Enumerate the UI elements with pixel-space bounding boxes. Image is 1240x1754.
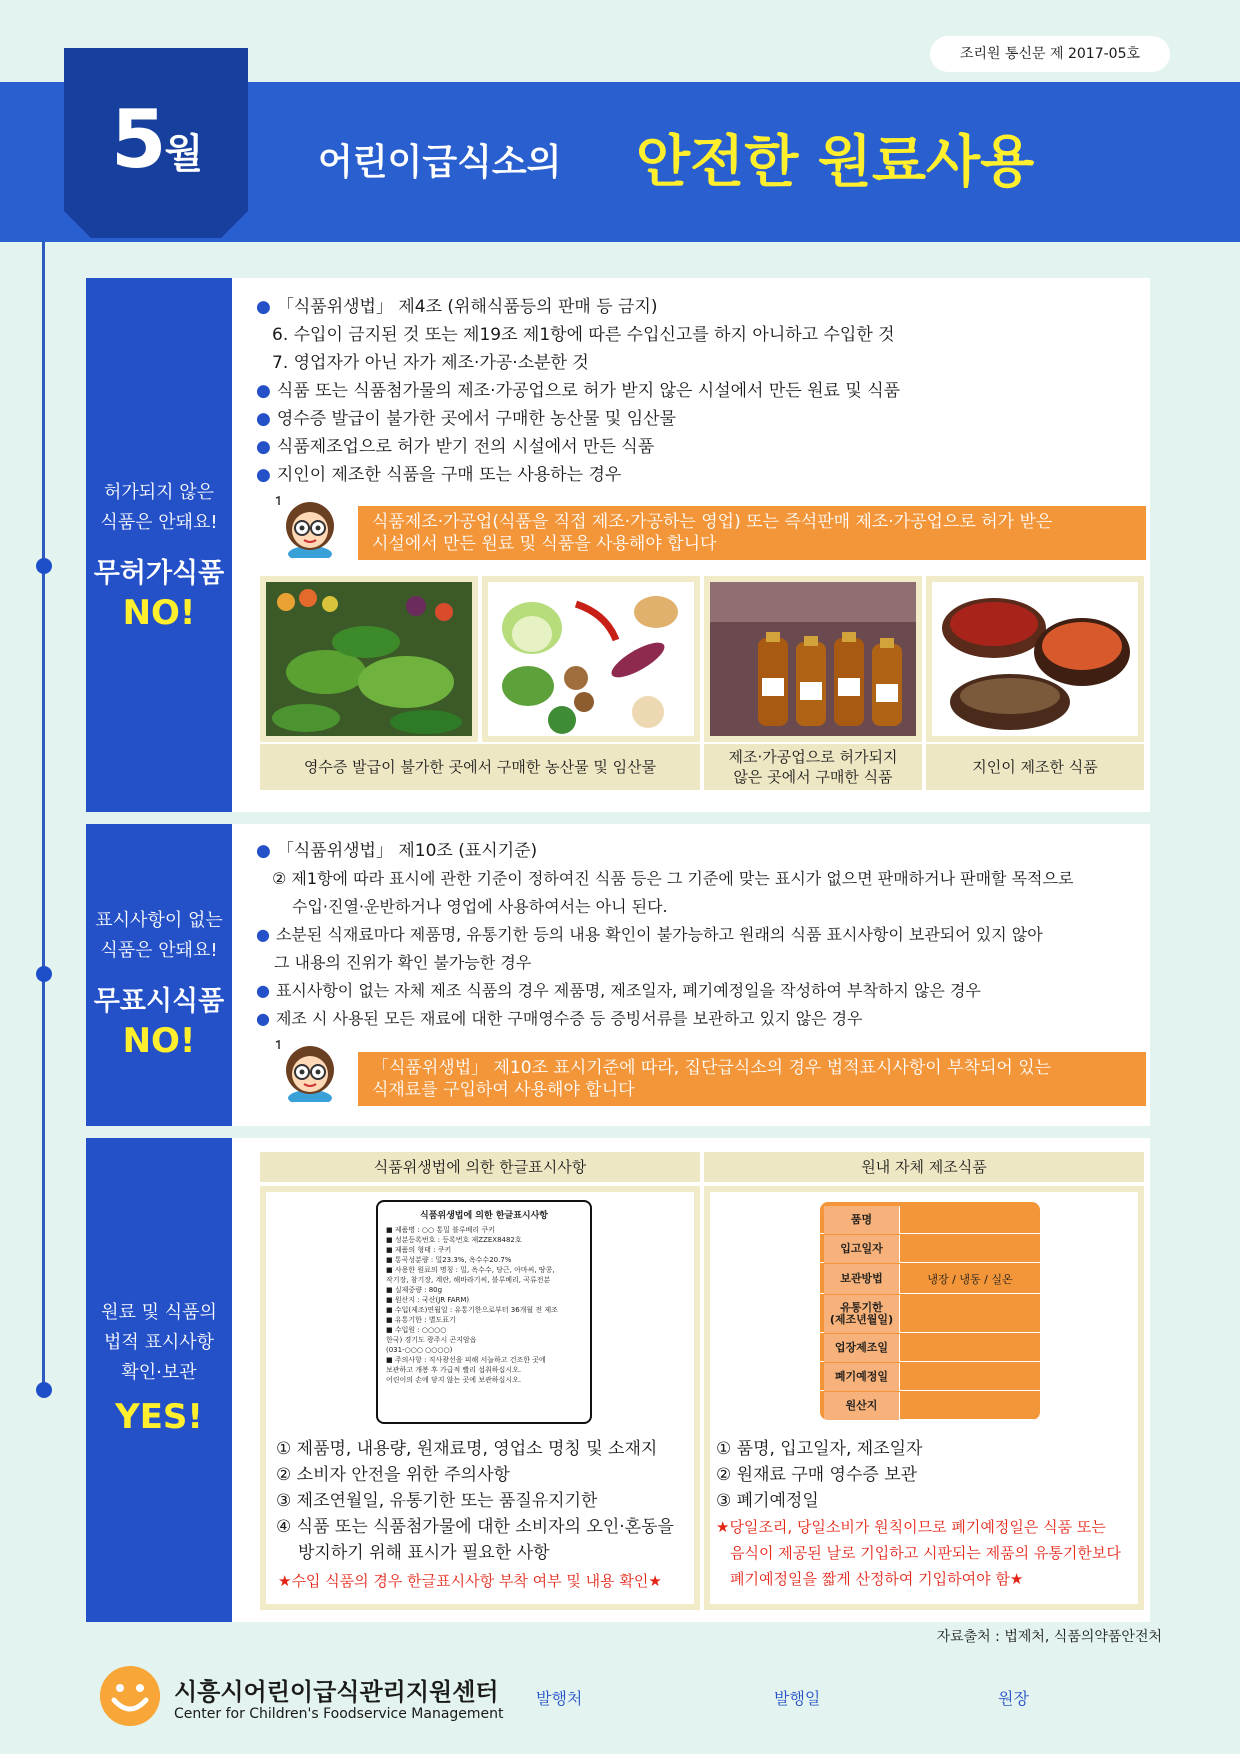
side-sub: 식품은 안돼요! [100, 512, 218, 533]
bullet-line: 식품제조업으로 허가 받기 전의 시설에서 만든 식품 [276, 437, 655, 457]
law-line: 「식품위생법」 제4조 (위해식품등의 판매 등 금지) [276, 297, 658, 317]
list-item: ① 제품명, 내용량, 원재료명, 영업소 명칭 및 소재지 [276, 1439, 658, 1459]
form-field-value [900, 1363, 1040, 1391]
side-sub: 허가되지 않은 [103, 482, 215, 503]
form-row [820, 1235, 1040, 1263]
title-part2: 안전한 원료사용 [636, 130, 1035, 195]
callout-line: 식재료를 구입하여 사용해야 합니다 [372, 1080, 635, 1100]
list-item: ④ 식품 또는 식품첨가물에 대한 소비자의 오인·혼동을 [276, 1517, 674, 1537]
side-yes: YES! [115, 1397, 203, 1437]
form-field-value [900, 1206, 1040, 1234]
bullet-line: 식품 또는 식품첨가물의 제조·가공업으로 허가 받지 않은 시설에서 만든 원료 및 식품 [276, 381, 901, 401]
list-item: ② 원재료 구매 영수증 보관 [716, 1465, 918, 1485]
month-unit: 월 [164, 131, 202, 177]
callout-line: 「식품위생법」 제10조 표시기준에 따라, 집단급식소의 경우 법적표시사항이 부착되어 있는 [372, 1058, 1052, 1078]
form-field-label: 보관방법 [824, 1264, 900, 1294]
photo-caption [704, 744, 922, 790]
column-header: 식품위생법에 의한 한글표시사항 [260, 1152, 700, 1182]
side-no: NO! [122, 1021, 196, 1061]
label-row: 한국) 경기도 광주시 곤지암읍 [386, 1336, 477, 1344]
callout-box [358, 506, 1146, 560]
org-name-en: Center for Children's Foodservice Management [174, 1706, 504, 1722]
label-title: 식품위생법에 의한 한글표시사항 [420, 1211, 548, 1221]
label-row: ■ 수입원 : ○○○○ [386, 1326, 447, 1334]
list-item: 방지하기 위해 표시가 필요한 사항 [298, 1543, 550, 1563]
label-row: ■ 통곡성분량 : 밀23.3%, 옥수수20.7% [386, 1256, 512, 1264]
form-field-label: 업장제조일 [824, 1334, 900, 1362]
food-label-sample [376, 1200, 592, 1424]
unlicensed-products-photo [704, 576, 922, 742]
label-row: ■ 성분등록번호 : 등록번호 제ZZEX8482호 [386, 1236, 522, 1244]
section1-sidebar [86, 278, 232, 812]
form-field-value [900, 1235, 1040, 1263]
label-row: ■ 사용한 원료의 명칭 : 밀, 옥수수, 당근, 아마씨, 땅콩, [386, 1266, 555, 1274]
label-row: ■ 제품명 : ○○ 통밀 블루베리 쿠키 [386, 1226, 495, 1234]
form-row [820, 1334, 1040, 1362]
bullet-line: 지인이 제조한 식품을 구매 또는 사용하는 경우 [276, 465, 622, 485]
month-number: 5 [110, 93, 165, 186]
center-logo-icon [100, 1666, 160, 1726]
law-line: 「식품위생법」 제10조 (표시기준) [276, 841, 538, 861]
bullet-line: 표시사항이 없는 자체 제조 식품의 경우 제품명, 제조일자, 폐기예정일을 작성하여 부착하지 않은 경우 [275, 981, 981, 1000]
produce-photo [482, 576, 700, 742]
photo-caption: 영수증 발급이 불가한 곳에서 구매한 농산물 및 임산물 [260, 744, 700, 790]
homemade-label-form [820, 1202, 1040, 1420]
list-item: ③ 제조연월일, 유통기한 또는 품질유지기한 [276, 1491, 598, 1511]
callout-line: 시설에서 만든 원료 및 식품을 사용해야 합니다 [372, 534, 717, 554]
form-field-label: 폐기예정일 [824, 1363, 900, 1391]
source-note: 자료출처 : 법제처, 식품의약품안전처 [936, 1629, 1162, 1645]
discard-note: 음식이 제공된 날로 기입하고 시판되는 제품의 유통기한보다 [730, 1544, 1121, 1562]
list-item: ③ 폐기예정일 [716, 1491, 819, 1511]
form-field-label: 유통기한 (제조년월일) [824, 1295, 900, 1333]
column-header: 원내 자체 제조식품 [704, 1152, 1144, 1182]
homemade-food-photo [926, 576, 1144, 742]
title-part1: 어린이급식소의 [318, 142, 562, 183]
bullet-line-cont: 그 내용의 진위가 확인 불가능한 경우 [274, 953, 532, 972]
market-vegetables-photo [260, 576, 478, 742]
import-note: ★수입 식품의 경우 한글표시사항 부착 여부 및 내용 확인★ [278, 1572, 662, 1590]
photo-caption: 지인이 제조한 식품 [926, 744, 1144, 790]
director-label: 원장 [998, 1689, 1029, 1708]
label-row: 작기장, 참기장, 계란, 해바라기씨, 블루베리, 곡류전분 [386, 1276, 551, 1284]
side-sub: 표시사항이 없는 [95, 910, 223, 931]
label-row: (031-○○○ ○○○○) [386, 1346, 453, 1354]
label-row: 보관하고 개봉 후 가급적 빨리 섭취하십시오. [386, 1366, 522, 1374]
discard-note: 폐기예정일을 짧게 산정하여 기입하여야 함★ [730, 1570, 1024, 1588]
form-row [820, 1295, 1040, 1333]
law-item: ② 제1항에 따라 표시에 관한 기준이 정하여진 식품 등은 그 기준에 맞는 표시가 없으면 판매하거나 판매할 목적으로 [272, 869, 1074, 888]
timeline-line [42, 242, 45, 1394]
side-no: NO! [122, 593, 196, 633]
form-row [820, 1363, 1040, 1391]
discard-note: ★당일조리, 당일소비가 원칙이므로 폐기예정일은 식품 또는 [716, 1518, 1106, 1536]
form-field-label: 원산지 [824, 1392, 900, 1420]
bullet-line: 소분된 식재료마다 제품명, 유통기한 등의 내용 확인이 불가능하고 원래의 식품 표시사항이 보관되어 있지 않아 [275, 925, 1043, 944]
section2-sidebar [86, 824, 232, 1126]
label-row: 어린이의 손에 닿지 않는 곳에 보관하십시오. [386, 1376, 522, 1384]
label-row: ■ 원산지 : 국산(JR FARM) [386, 1296, 470, 1304]
child-icon [272, 1040, 346, 1102]
law-item: 7. 영업자가 아닌 자가 제조·가공·소분한 것 [272, 353, 589, 373]
label-row: ■ 주의사항 : 직사광선을 피해 서늘하고 건조한 곳에 [386, 1356, 546, 1364]
side-heading: 무허가식품 [93, 558, 225, 589]
month-badge [64, 48, 248, 238]
timeline-dot [36, 1382, 52, 1398]
form-field-value [900, 1295, 1040, 1333]
bullet-line: 영수증 발급이 불가한 곳에서 구매한 농산물 및 임산물 [276, 409, 676, 429]
list-item: ② 소비자 안전을 위한 주의사항 [276, 1465, 510, 1485]
label-row: ■ 수입(제조)연월일 : 유통기한으로부터 36개월 전 제조 [386, 1306, 558, 1314]
bullet-line: 제조 시 사용된 모든 재료에 대한 구매영수증 등 증빙서류를 보관하고 있지 않은 경우 [275, 1009, 863, 1028]
timeline-dot [36, 558, 52, 574]
form-field-label: 입고일자 [824, 1235, 900, 1263]
side-sub: 법적 표시사항 [103, 1332, 215, 1353]
org-name-ko: 시흥시어린이급식관리지원센터 [174, 1678, 499, 1706]
side-sub: 원료 및 식품의 [101, 1302, 217, 1323]
publish-date-label: 발행일 [774, 1689, 821, 1708]
label-row: ■ 제품의 형태 : 쿠키 [386, 1246, 452, 1254]
form-row [820, 1264, 1040, 1294]
law-item: 6. 수입이 금지된 것 또는 제19조 제1항에 따른 수입신고를 하지 아니하고 수입한 것 [272, 325, 895, 345]
callout-box [358, 1052, 1146, 1106]
issue-number: 조리원 통신문 제 2017-05호 [930, 36, 1170, 72]
timeline-dot [36, 966, 52, 982]
caption-line: 제조·가공업으로 허가되지 [728, 748, 898, 766]
form-field-label: 품명 [824, 1206, 900, 1234]
side-heading: 무표시식품 [93, 986, 225, 1017]
side-sub: 확인·보관 [121, 1362, 197, 1383]
form-field-value [900, 1392, 1040, 1420]
list-item: ① 품명, 입고일자, 제조일자 [716, 1439, 923, 1459]
label-row: ■ 유통기한 : 별도표기 [386, 1316, 456, 1324]
callout-line: 식품제조·가공업(식품을 직접 제조·가공하는 영업) 또는 즉석판매 제조·가공업으로 허가 받은 [372, 512, 1053, 532]
form-row [820, 1206, 1040, 1234]
caption-line: 않은 곳에서 구매한 식품 [733, 768, 893, 786]
form-field-value: 냉장 / 냉동 / 실온 [927, 1273, 1013, 1286]
side-sub: 식품은 안돼요! [100, 940, 218, 961]
publisher-label: 발행처 [536, 1689, 583, 1708]
law-item: 수입·진열·운반하거나 영업에 사용하여서는 아니 된다. [292, 897, 668, 916]
form-row [820, 1392, 1040, 1420]
child-icon [272, 496, 346, 558]
label-row: ■ 실제중량 : 80g [386, 1286, 443, 1294]
form-field-value [900, 1334, 1040, 1362]
label-rows [386, 1225, 582, 1385]
section3-sidebar [86, 1138, 232, 1622]
